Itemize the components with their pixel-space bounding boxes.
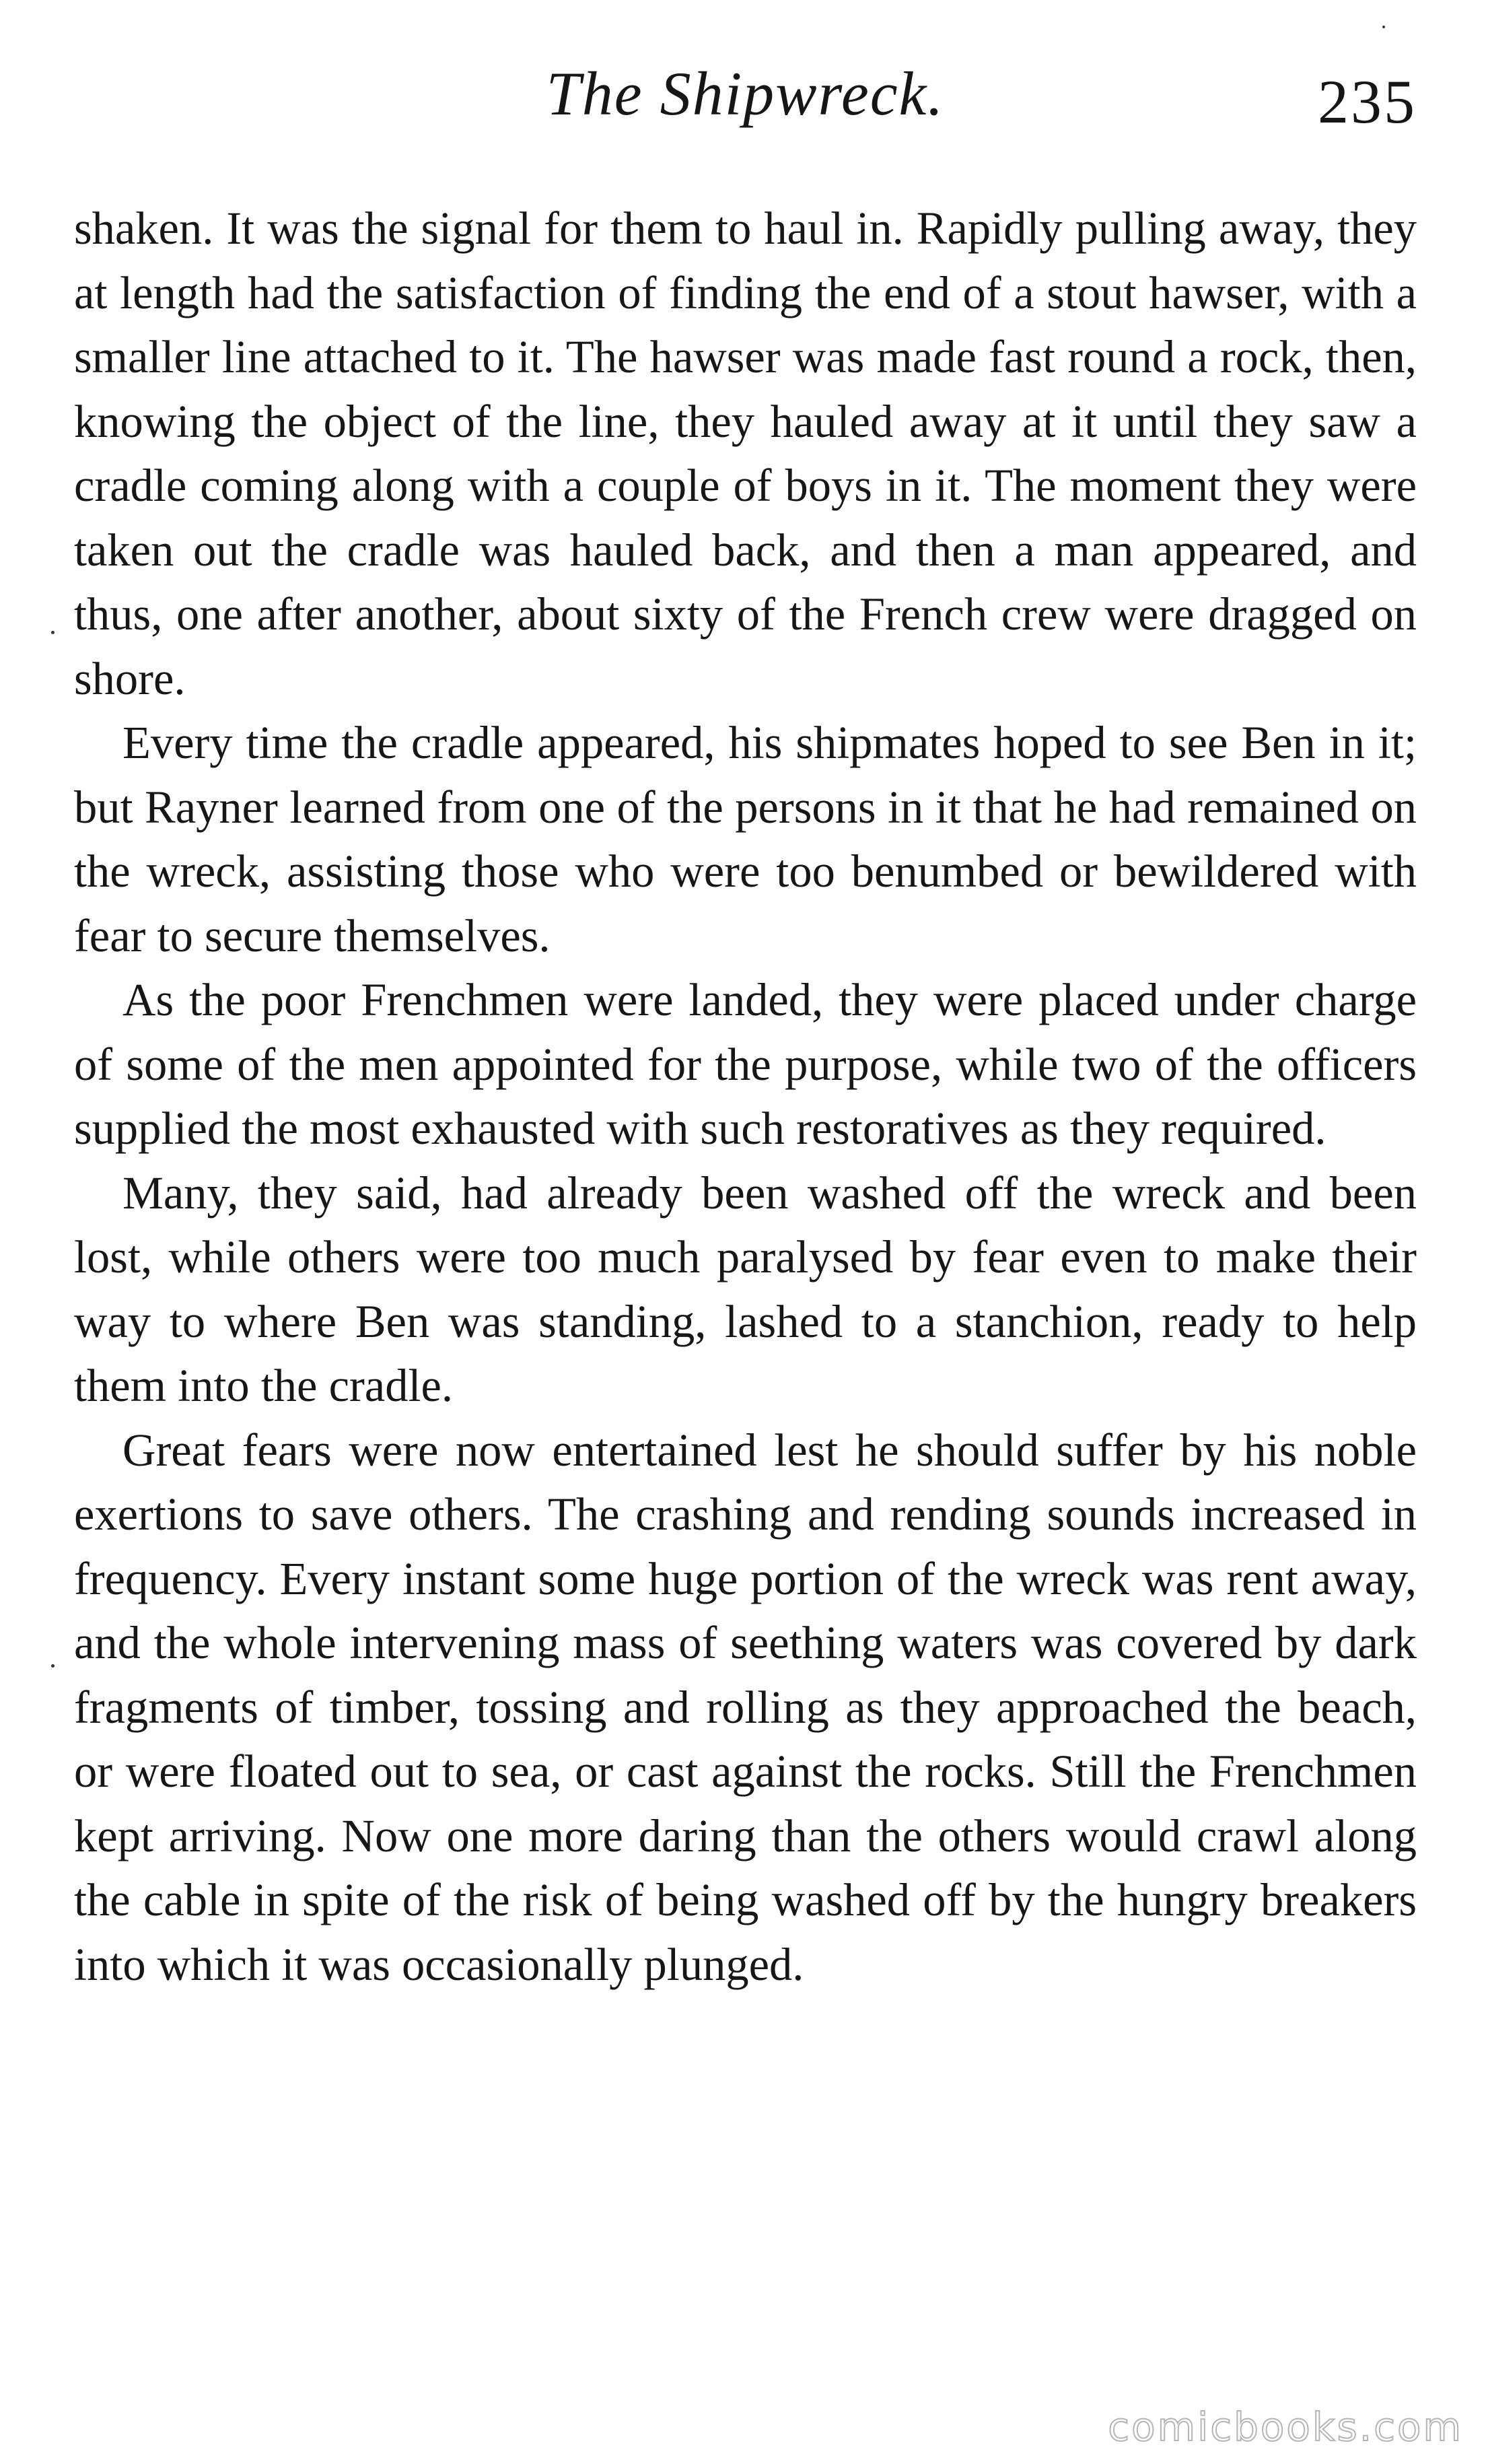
- print-speck: [1382, 26, 1385, 28]
- paragraph-2: Every time the cradle appeared, his shipmates hoped to see Ben in it; but Rayner learned from one of the persons in it that he had remained on the wreck, assisting those who were too benumbed or bewildered with fear to secure themselves.: [74, 717, 1417, 961]
- paragraph-5: Great fears were now entertained lest he should suffer by his noble exertions to save others. The crashing and rending sounds increased in frequency. Every instant some huge portion of the wreck was rent away, and the whole intervening mass of seething waters was covered by dark fragments of timber, tossing and rolling as they approached the beach, or were floated out to sea, or cast against the rocks. Still the Frenchmen kept arriving. Now one more daring than the others would crawl along the cable in spite of the risk of being washed off by the hungry breakers into which it was occasionally plunged.: [74, 1424, 1417, 1990]
- paragraph-1: shaken. It was the signal for them to haul in. Rapidly pulling away, they at length had the satisfaction of finding the end of a stout hawser, with a smaller line attached to it. The hawser was made fast round a rock, then, knowing the object of the line, they hauled away at it until they saw a cradle coming along with a couple of boys in it. The moment they were taken out the cradle was hauled back, and then a man appeared, and thus, one after another, about sixty of the French crew were dragged on shore.: [74, 203, 1417, 704]
- page-number: 235: [1318, 67, 1417, 136]
- body-text: [74, 197, 1417, 1997]
- page-header: [74, 57, 1417, 145]
- paragraph-4: Many, they said, had already been washed off the wreck and been lost, while others were too much paralysed by fear even to make their way to where Ben was standing, lashed to a stanchion, ready to help them into the cradle.: [74, 1167, 1417, 1411]
- print-speck: [51, 1664, 55, 1668]
- paragraph-3: As the poor Frenchmen were landed, they were placed under charge of some of the men appointed for the purpose, while two of the officers supplied the most exhausted with such restoratives as they required.: [74, 974, 1417, 1154]
- print-speck: [51, 631, 55, 634]
- watermark-logo: comicbooks.com: [1108, 2404, 1463, 2450]
- running-title: The Shipwreck.: [546, 59, 945, 128]
